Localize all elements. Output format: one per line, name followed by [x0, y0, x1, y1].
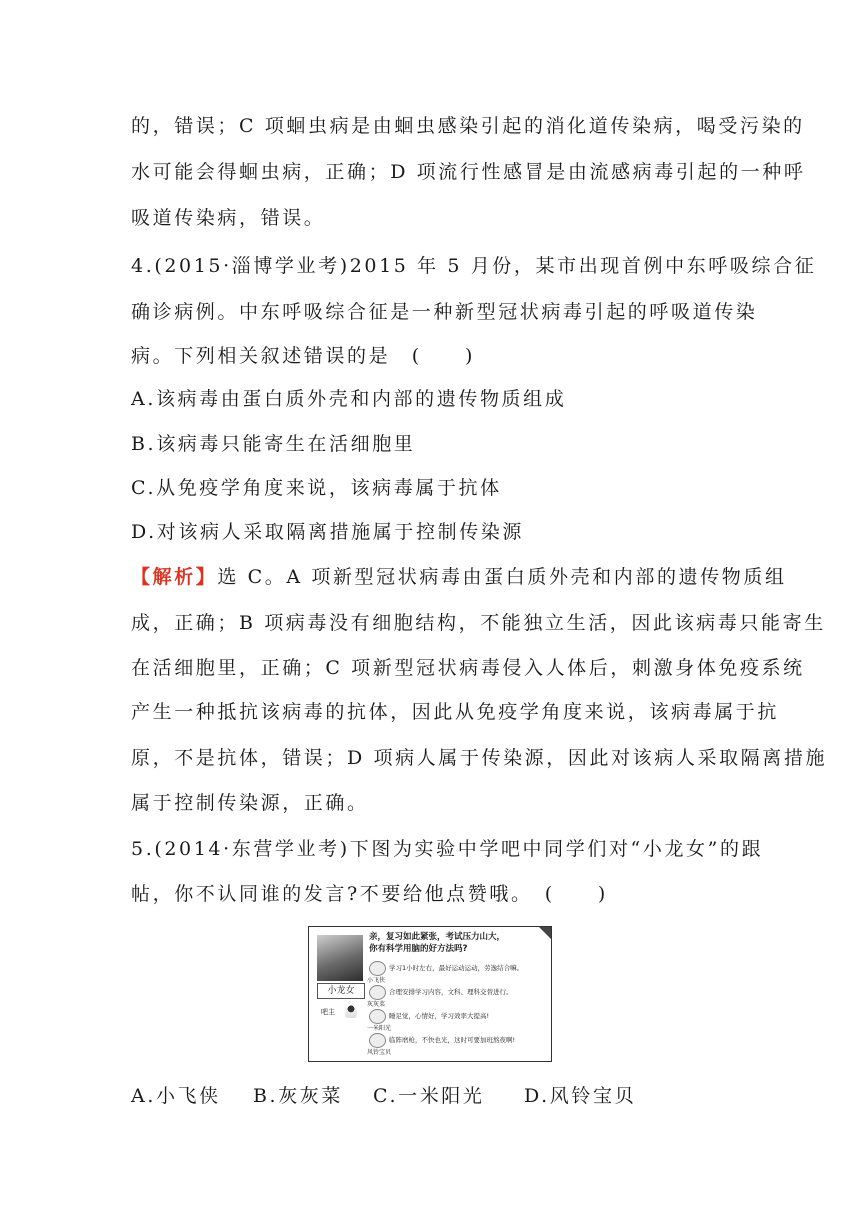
bar-owner-label: 吧主 [321, 1008, 335, 1016]
user-avatar-icon [369, 961, 386, 976]
reply-row [369, 961, 549, 985]
forum-thread-figure [308, 926, 552, 1062]
poster-panel [315, 933, 367, 1057]
text-line: 的，错误；C 项蛔虫病是由蛔虫感染引起的消化道传染病，喝受污染的 [131, 115, 805, 137]
analysis-text: 选 C。A 项新型冠状病毒由蛋白质外壳和内部的遗传物质组 [217, 566, 787, 588]
analysis-line: 属于控制传染源，正确。 [131, 792, 369, 814]
reply-text: 合理安排学习内容，文科、理科交替进行。 [389, 988, 513, 996]
poster-name: 小龙女 [317, 983, 365, 999]
reply-user: 小飞侠 [367, 977, 386, 984]
text-line: 水可能会得蛔虫病，正确；D 项流行性感冒是由流感病毒引起的一种呼 [131, 161, 806, 183]
analysis-tag: 【解析】 [131, 566, 218, 588]
thread-question-line: 你有科学用脑的好方法吗? [369, 944, 468, 954]
question-4-stem: 确诊病例。中东呼吸综合征是一种新型冠状病毒引起的呼吸道传染 [131, 301, 758, 323]
option-a: A.该病毒由蛋白质外壳和内部的遗传物质组成 [131, 388, 567, 410]
option-a: A.小飞侠 [131, 1085, 221, 1107]
option-b: B.灰灰菜 [253, 1085, 344, 1107]
reply-text: 学习1小时左右，最好运动运动，劳逸结合嘛。 [389, 964, 524, 972]
reply-row [369, 1033, 549, 1057]
reply-user: 风铃宝贝 [367, 1049, 392, 1056]
question-5-stem: 帖，你不认同谁的发言?不要给他点赞哦。 ( ) [131, 883, 608, 905]
question-4-stem: 病。下列相关叙述错误的是 ( ) [131, 345, 476, 367]
question-4-stem: 4.(2015·淄博学业考)2015 年 5 月份，某市出现首例中东呼吸综合征 [131, 255, 817, 277]
poster-avatar [317, 935, 363, 981]
reply-row [369, 985, 549, 1009]
reply-text: 睡足觉，心情好，学习效率大提高! [389, 1012, 490, 1020]
analysis-line: 在活细胞里，正确；C 项新型冠状病毒侵入人体后，刺激身体免疫系统 [131, 657, 805, 679]
option-b: B.该病毒只能寄生在活细胞里 [131, 433, 416, 455]
thread-panel [369, 931, 549, 1059]
thread-question-line: 亲，复习如此紧张，考试压力山大， [369, 932, 506, 942]
option-c: C.一米阳光 [373, 1085, 485, 1107]
analysis-line: 原，不是抗体，错误；D 项病人属于传染源，因此对该病人采取隔离措施 [131, 747, 828, 769]
reply-text: 临阵磨枪，不快也光，这时可要加班熬夜啊! [389, 1036, 516, 1044]
analysis-line [131, 563, 787, 591]
option-c: C.从免疫学角度来说，该病毒属于抗体 [131, 477, 502, 499]
text-line: 吸道传染病，错误。 [131, 207, 326, 229]
user-avatar-icon [369, 1009, 386, 1024]
option-d: D.风铃宝贝 [524, 1085, 637, 1107]
bar-owner-icon [345, 1004, 357, 1018]
user-avatar-icon [369, 1033, 386, 1048]
option-d: D.对该病人采取隔离措施属于控制传染源 [131, 521, 524, 543]
analysis-line: 产生一种抵抗该病毒的抗体，因此从免疫学角度来说，该病毒属于抗 [131, 701, 780, 723]
thread-question [369, 931, 505, 955]
user-avatar-icon [369, 985, 386, 1000]
reply-row [369, 1009, 549, 1033]
reply-user: 一米阳光 [367, 1025, 392, 1032]
analysis-line: 成，正确；B 项病毒没有细胞结构，不能独立生活，因此该病毒只能寄生 [131, 612, 826, 634]
reply-user: 灰灰菜 [367, 1001, 386, 1008]
question-5-stem: 5.(2014·东营学业考)下图为实验中学吧中同学们对“小龙女”的跟 [131, 838, 764, 860]
